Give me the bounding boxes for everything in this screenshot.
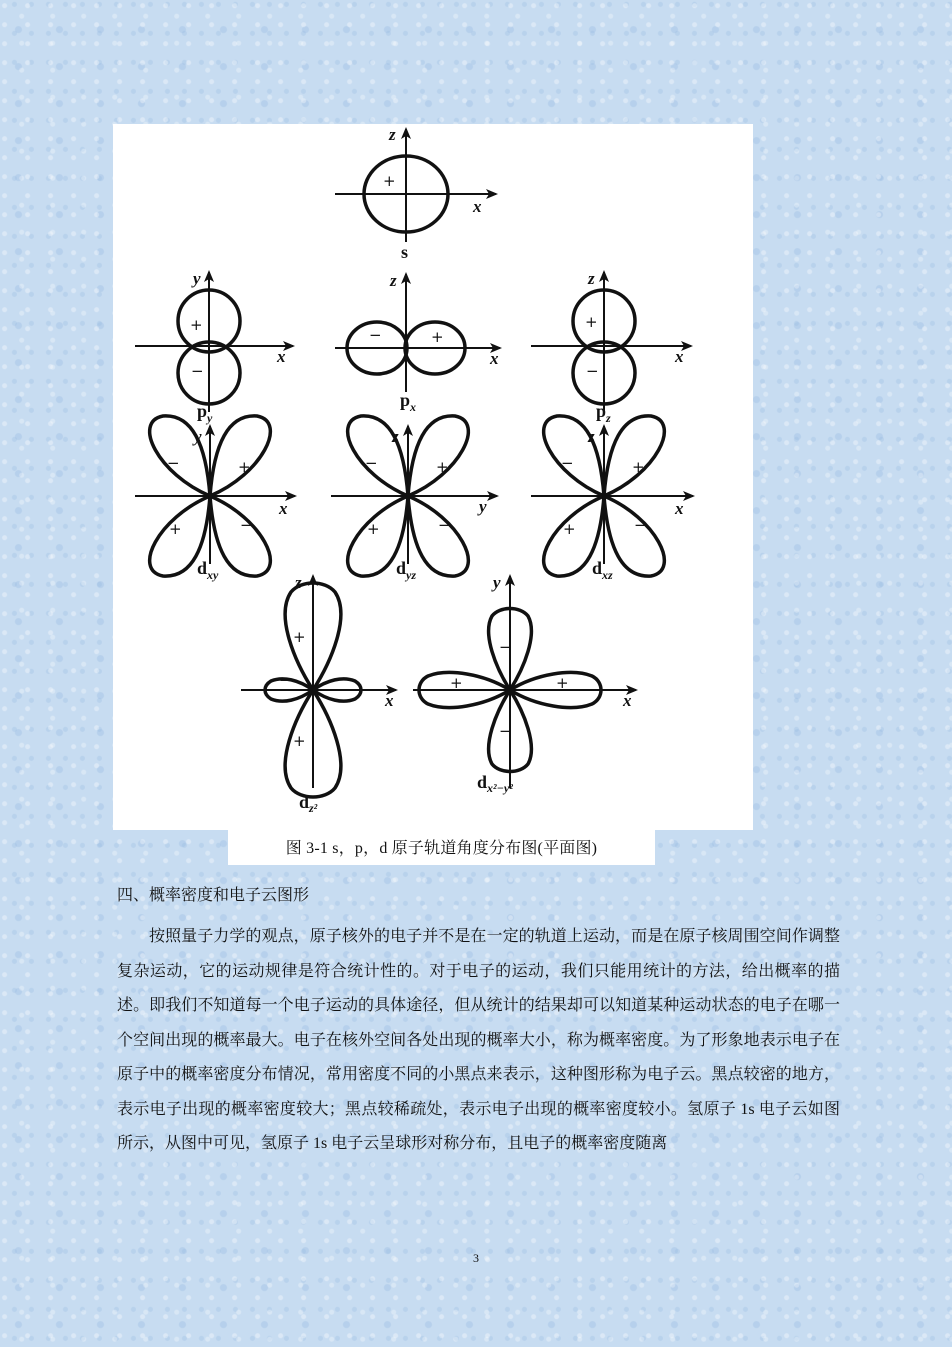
sign-upper-left: − [365, 454, 378, 472]
lobe-lower-right [210, 496, 270, 576]
sign-lower-right: − [634, 516, 647, 534]
orbital-name-s: s [401, 242, 409, 262]
x-axis-label: x [675, 347, 684, 366]
orbital-name-py: $p_y$ [197, 401, 213, 425]
z-axis-label: z [588, 269, 595, 288]
orbital-name-pz: $p_z$ [596, 401, 611, 425]
sign-lower: + [293, 732, 306, 750]
z-axis-label: z [588, 427, 595, 446]
sign-upper-left: − [167, 454, 180, 472]
y-axis-label: y [479, 497, 487, 516]
sign-minus: − [191, 362, 204, 380]
dz2-orbital-diagram [241, 573, 396, 815]
orbital-name-dz2: $d_{z^2}$ [299, 792, 318, 815]
lobe-upper-right [604, 416, 664, 496]
lobe-upper-left [544, 416, 604, 496]
orbital-figure [113, 124, 753, 830]
x-axis-label: x [623, 691, 632, 710]
sign-left: + [450, 674, 463, 692]
py-orbital-diagram [135, 269, 293, 425]
z-axis-label: z [392, 427, 399, 446]
body-paragraph: 按照量子力学的观点，原子核外的电子并不是在一定的轨道上运动，而是在原子核周围空间作调整复杂运动，它的运动规律是符合统计性的。对于电子的运动，我们只能用统计的方法，给出概率的描述。即我们不知道每一个电子运动的具体途径，但从统计的结果却可以知道某种运动状态的电子在哪一个空间出现的概率最大。电子在核外空间各处出现的概率大小，称为概率密度。为了形象地表示电子在原子中的概率密度分布情况，常用密度不同的小黑点来表示，这种图形称为电子云。黑点较密的地方，表示电子出现的概率密度较大；黑点较稀疏处，表示电子出现的概率密度较小。氢原子 1s 电子云如图所示，从图中可见，氢原子 1s 电子云呈球形对称分布，且电子的概率密度随离 [117, 928, 840, 1152]
page-number: 3 [473, 1251, 479, 1265]
sign-upper: − [499, 638, 512, 656]
z-axis-label: z [390, 271, 397, 290]
section-heading: 四、概率密度和电子云图形 [117, 887, 310, 904]
lobe-lower-right [604, 496, 664, 576]
sign-lower: − [499, 722, 512, 740]
dxy-orbital-diagram [135, 416, 295, 582]
figure-caption-box [228, 827, 655, 865]
x-axis-label: x [490, 349, 499, 368]
lobe-upper-right [408, 416, 468, 496]
x-axis-label: x [279, 499, 288, 518]
orbital-name-px: $p_x$ [400, 390, 417, 414]
orbital-name-dxy: $d_{xy}$ [197, 558, 219, 582]
sign-plus: + [190, 316, 203, 334]
sign-lower-left: + [367, 520, 380, 538]
sign-lower-right: − [240, 516, 253, 534]
sign-ring: − [279, 671, 292, 689]
lobe-lower-right [408, 496, 468, 576]
z-axis-label: z [389, 125, 396, 144]
dx2-y2-orbital-diagram [413, 573, 636, 795]
pz-orbital-diagram [531, 269, 691, 425]
sign-right: + [556, 674, 569, 692]
px-orbital-diagram [335, 271, 500, 414]
sign-upper-right: + [238, 458, 251, 476]
sign-upper-right: + [436, 458, 449, 476]
sign-lower-left: + [169, 520, 182, 538]
y-axis-label: y [193, 269, 201, 288]
sign-lower-right: − [438, 516, 451, 534]
sign-lower-left: + [563, 520, 576, 538]
x-axis-label: x [277, 347, 286, 366]
sign-upper-left: − [561, 454, 574, 472]
sign-plus: + [585, 313, 598, 331]
z-axis-label: z [295, 573, 302, 592]
sign-upper-right: + [632, 458, 645, 476]
lobe-upper-right [210, 416, 270, 496]
sign-plus: + [431, 328, 444, 346]
figure-caption: 图 3-1 s，p，d 原子轨道角度分布图(平面图) [285, 840, 598, 857]
x-axis-label: x [385, 691, 394, 710]
orbital-name-dyz: $d_{yz}$ [396, 558, 417, 582]
s-orbital-diagram [335, 125, 496, 262]
x-axis-label: x [675, 499, 684, 518]
lobe-upper-left [348, 416, 408, 496]
x-axis-label: x [473, 197, 482, 216]
sign-minus: − [369, 326, 382, 344]
orbital-name-dx2-y2: $d_{x^2-y^2}$ [477, 772, 513, 795]
sign-plus: + [383, 172, 396, 190]
y-axis-label: y [493, 573, 501, 592]
sign-minus: − [586, 362, 599, 380]
sign-upper: + [293, 628, 306, 646]
y-axis-label: y [194, 427, 202, 446]
orbital-name-dxz: $d_{xz}$ [592, 558, 613, 582]
dxz-orbital-diagram [531, 416, 693, 582]
dyz-orbital-diagram [331, 416, 497, 582]
